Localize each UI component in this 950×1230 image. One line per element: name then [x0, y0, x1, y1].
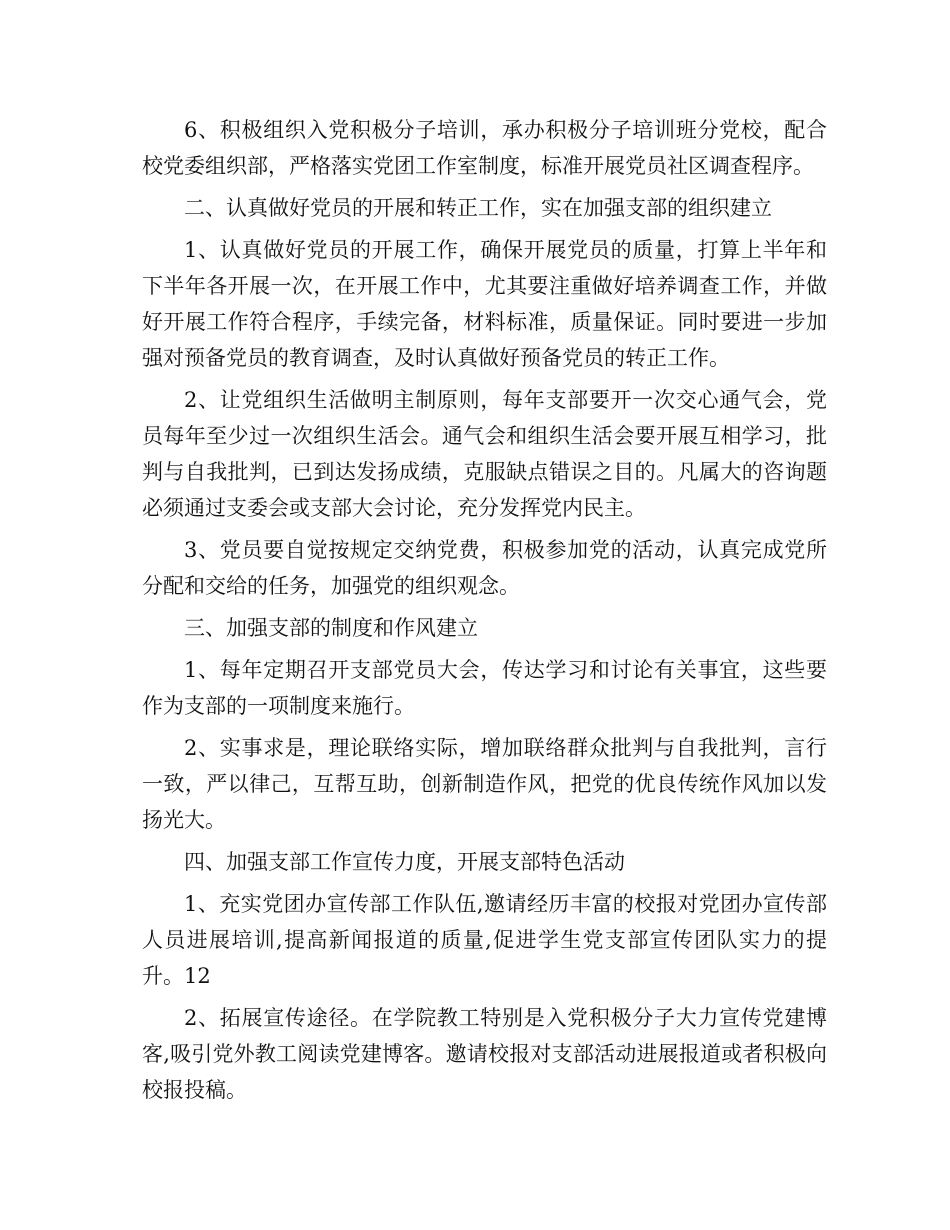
paragraph-item-2-2: 2、让党组织生活做明主制原则，每年支部要开一次交心通气会，党员每年至少过一次组织生活会。通气会和组织生活会要开展互相学习，批判与自我批判，已到达发扬成绩，克服缺点错误之目的。凡属大的咨询题必须通过支委会或支部大会讨论，充分发挥党内民主。 — [142, 388, 827, 520]
section-heading-3: 三、加强支部的制度和作风建立 — [184, 616, 478, 640]
paragraph-item-4-2: 2、拓展宣传途径。在学院教工特别是入党积极分子大力宣传党建博客,吸引党外教工阅读党建博客。邀请校报对支部活动进展报道或者积极向校报投稿。 — [142, 1006, 827, 1102]
section-heading-4: 四、加强支部工作宣传力度，开展支部特色活动 — [184, 850, 625, 874]
paragraph-item-2-1: 1、认真做好党员的开展工作，确保开展党员的质量，打算上半年和下半年各开展一次，在开展工作中，尤其要注重做好培养调查工作，并做好开展工作符合程序，手续完备，材料标准，质量保证。同时要进一步加强对预备党员的教育调查，及时认真做好预备党员的转正工作。 — [142, 238, 827, 370]
document-body — [142, 112, 827, 1114]
paragraph-item-6: 6、积极组织入党积极分子培训，承办积极分子培训班分党校，配合校党委组织部，严格落实党团工作室制度，标准开展党员社区调查程序。 — [142, 118, 827, 178]
paragraph-item-3-1: 1、每年定期召开支部党员大会，传达学习和讨论有关事宜，这些要作为支部的一项制度来施行。 — [142, 658, 827, 718]
paragraph-item-2-3: 3、党员要自觉按规定交纳党费，积极参加党的活动，认真完成党所分配和交给的任务，加强党的组织观念。 — [142, 538, 827, 598]
section-heading-2: 二、认真做好党员的开展和转正工作，实在加强支部的组织建立 — [184, 196, 772, 220]
paragraph-item-4-1: 1、充实党团办宣传部工作队伍,邀请经历丰富的校报对党团办宣传部人员进展培训,提高新闻报道的质量,促进学生党支部宣传团队实力的提升。12 — [142, 892, 827, 988]
paragraph-item-3-2: 2、实事求是，理论联络实际，增加联络群众批判与自我批判，言行一致，严以律己，互帮互助，创新制造作风，把党的优良传统作风加以发扬光大。 — [142, 736, 827, 832]
